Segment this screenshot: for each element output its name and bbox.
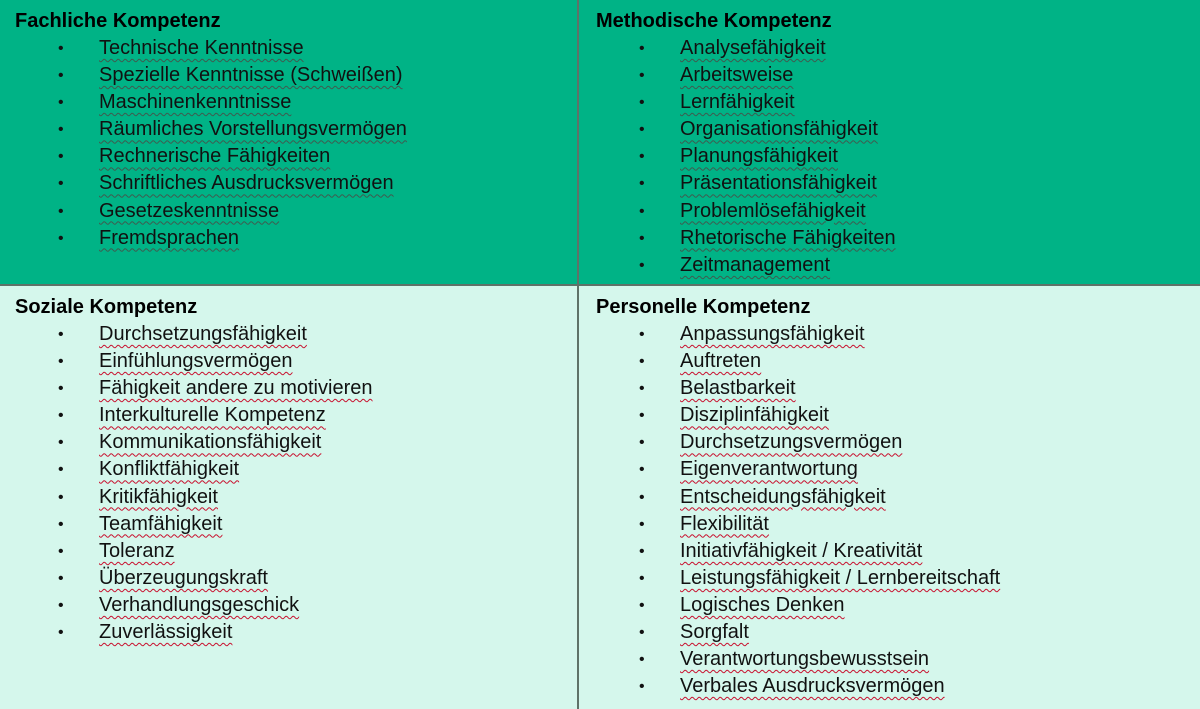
bullet-icon: • [639,353,645,371]
bullet-icon: • [639,488,645,506]
list-item-text: Kommunikationsfähigkeit [99,431,322,454]
list-item [596,117,1200,144]
list-item-text: Präsentationsfähigkeit [680,172,877,195]
list-item [15,403,577,430]
bullet-icon: • [58,407,64,425]
list-item [596,253,1200,280]
list-item [15,90,577,117]
bullet-icon: • [58,569,64,587]
bullet-icon: • [58,229,64,247]
list-item-text: Überzeugungskraft [99,566,268,589]
list-item-text: Anpassungsfähigkeit [680,323,865,345]
list-item [596,593,1200,620]
bullet-icon: • [58,67,64,85]
bullet-icon: • [639,407,645,425]
bullet-icon: • [639,461,645,479]
list-item [596,403,1200,430]
bullet-icon: • [639,229,645,247]
bullet-icon: • [639,596,645,614]
bullet-icon: • [639,175,645,193]
list-item [596,620,1200,647]
bullet-icon: • [58,202,64,220]
list-item-text: Eigenverantwortung [680,458,858,481]
list-item-text: Planungsfähigkeit [680,145,838,168]
list-item [15,63,577,90]
list-item-text: Initiativfähigkeit / Kreativität [680,539,923,562]
list-item [596,144,1200,171]
bullet-icon: • [639,121,645,139]
list-item [15,226,577,253]
list-item-text: Durchsetzungsvermögen [680,431,903,454]
cell-soziale-kompetenz [0,286,579,709]
list-item [15,593,577,620]
list-item [596,376,1200,403]
list-item-text: Analysefähigkeit [680,37,826,59]
list-item [596,322,1200,349]
list-item [15,457,577,484]
list-item-text: Fähigkeit andere zu motivieren [99,377,373,400]
list-item [596,674,1200,701]
list-item [596,199,1200,226]
list-item-text: Arbeitsweise [680,64,794,87]
bullet-icon: • [639,678,645,696]
bullet-icon: • [639,256,645,274]
bullet-icon: • [58,542,64,560]
list-item-text: Auftreten [680,350,762,373]
bullet-icon: • [639,67,645,85]
list-item-text: Entscheidungsfähigkeit [680,485,886,508]
list-item [15,485,577,512]
list-item-text: Kritikfähigkeit [99,485,218,508]
cell-fachliche-kompetenz [0,0,579,286]
bullet-icon: • [58,380,64,398]
bullet-icon: • [58,488,64,506]
list-item [596,430,1200,457]
list-item-text: Belastbarkeit [680,377,796,400]
list-item-text: Durchsetzungsfähigkeit [99,323,307,345]
list-item [596,566,1200,593]
list-item-text: Disziplinfähigkeit [680,404,829,427]
cell-personelle-kompetenz [579,286,1200,709]
list-item-text: Fremdsprachen [99,226,240,249]
bullet-icon: • [639,569,645,587]
bullet-icon: • [639,515,645,533]
list-item [15,512,577,539]
bullet-icon: • [639,651,645,669]
bullet-icon: • [58,121,64,139]
bullet-icon: • [58,596,64,614]
list-item-text: Zeitmanagement [680,253,831,276]
cell-title: Personelle Kompetenz [596,296,811,318]
list-item [15,144,577,171]
bullet-icon: • [639,542,645,560]
list-item-text: Leistungsfähigkeit / Lernbereitschaft [680,566,1001,589]
list-item-text: Sorgfalt [680,621,749,644]
list-item-text: Verbales Ausdrucksvermögen [680,675,945,698]
bullet-icon: • [58,353,64,371]
list-item [596,485,1200,512]
list-item-text: Maschinenkenntnisse [99,91,292,114]
bullet-icon: • [639,434,645,452]
list-item [596,90,1200,117]
list-item-text: Technische Kenntnisse [99,37,304,59]
list-item [15,566,577,593]
bullet-icon: • [639,624,645,642]
list-item-text: Räumliches Vorstellungsvermögen [99,118,407,141]
bullet-icon: • [58,175,64,193]
list-item [596,226,1200,253]
list-item [15,620,577,647]
list-item-text: Gesetzeskenntnisse [99,199,280,222]
list-item-text: Lernfähigkeit [680,91,795,114]
list-item [15,322,577,349]
list-item-text: Spezielle Kenntnisse (Schweißen) [99,64,403,87]
list-item-text: Problemlösefähigkeit [680,199,866,222]
list-item [596,647,1200,674]
list-item-text: Rhetorische Fähigkeiten [680,226,896,249]
list-item [596,512,1200,539]
list-item-text: Einfühlungsvermögen [99,350,293,373]
list-item-text: Flexibilität [680,512,769,535]
competence-list [596,322,1200,701]
list-item [15,430,577,457]
cell-methodische-kompetenz [579,0,1200,286]
list-item [596,63,1200,90]
bullet-icon: • [639,40,645,57]
cell-title: Soziale Kompetenz [15,296,198,318]
list-item-text: Organisationsfähigkeit [680,118,878,141]
list-item-text: Interkulturelle Kompetenz [99,404,326,427]
list-item [15,539,577,566]
bullet-icon: • [58,94,64,112]
list-item [596,171,1200,198]
bullet-icon: • [58,148,64,166]
list-item-text: Verhandlungsgeschick [99,593,300,616]
list-item-text: Verantwortungsbewusstsein [680,648,930,671]
bullet-icon: • [58,624,64,642]
cell-title: Methodische Kompetenz [596,10,832,32]
bullet-icon: • [639,380,645,398]
cell-title: Fachliche Kompetenz [15,10,221,32]
bullet-icon: • [639,94,645,112]
list-item-text: Konfliktfähigkeit [99,458,240,481]
list-item [596,349,1200,376]
bullet-icon: • [639,148,645,166]
list-item-text: Schriftliches Ausdrucksvermögen [99,172,394,195]
bullet-icon: • [58,515,64,533]
list-item-text: Toleranz [99,539,175,562]
competence-list [15,322,577,647]
list-item [596,457,1200,484]
bullet-icon: • [58,326,64,343]
list-item-text: Teamfähigkeit [99,512,223,535]
bullet-icon: • [58,461,64,479]
bullet-icon: • [58,434,64,452]
list-item-text: Logisches Denken [680,593,845,616]
bullet-icon: • [639,326,645,343]
list-item [15,171,577,198]
list-item [15,376,577,403]
competence-list [596,36,1200,280]
list-item [15,199,577,226]
list-item [596,539,1200,566]
list-item [15,349,577,376]
list-item [596,36,1200,63]
list-item-text: Rechnerische Fähigkeiten [99,145,331,168]
list-item [15,36,577,63]
list-item [15,117,577,144]
bullet-icon: • [639,202,645,220]
list-item-text: Zuverlässigkeit [99,621,233,644]
bullet-icon: • [58,40,64,57]
competence-list [15,36,577,253]
